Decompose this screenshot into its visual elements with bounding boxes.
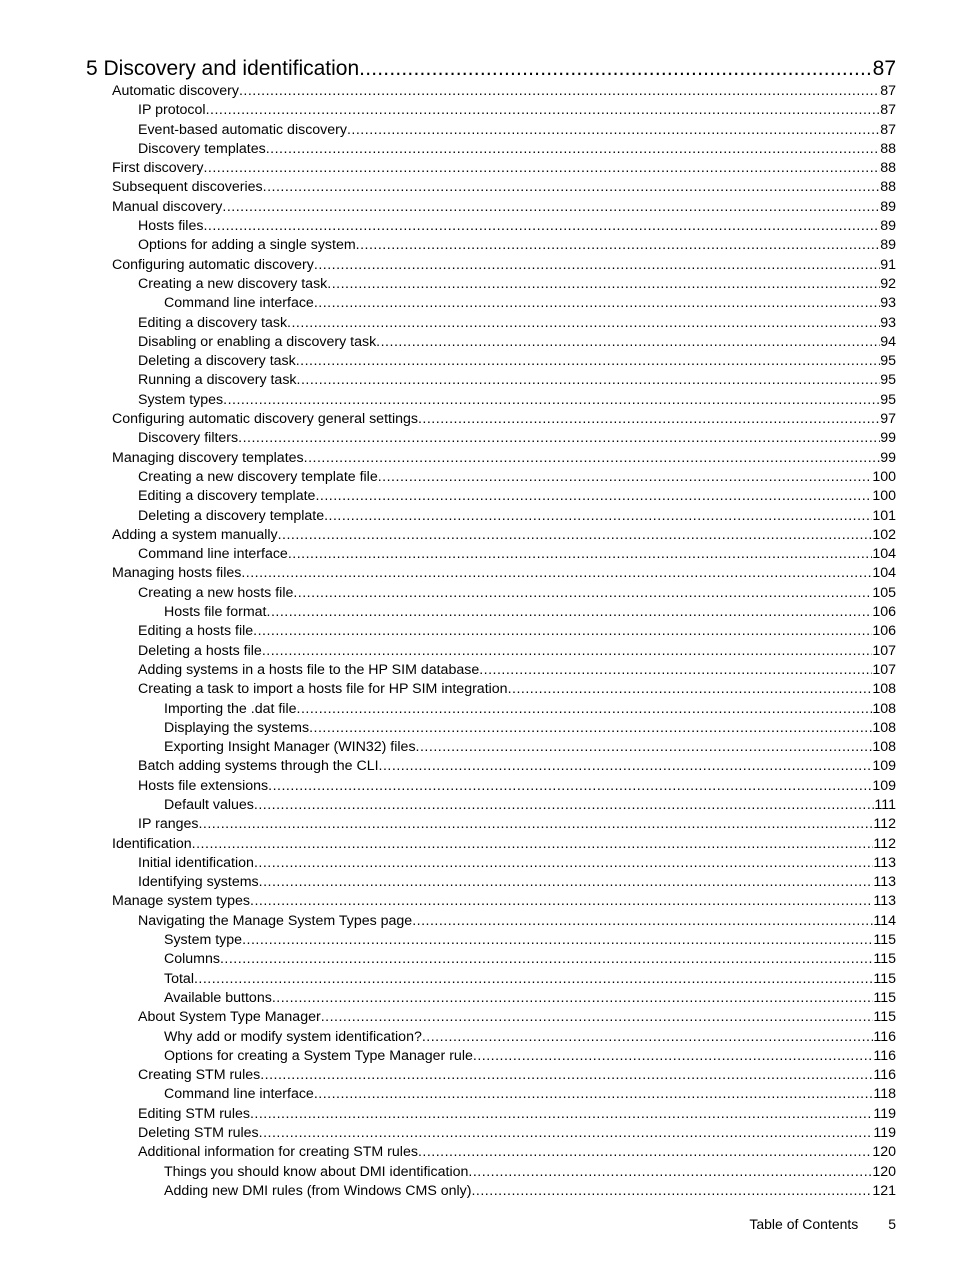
dot-leader: [471, 1182, 872, 1201]
toc-entry-page-number: 100: [872, 468, 896, 485]
toc-entry-page-number: 107: [872, 661, 896, 678]
dot-leader: [376, 333, 880, 352]
toc-entry-title: Why add or modify system identification?: [164, 1028, 422, 1045]
toc-entry-title: Available buttons: [164, 989, 272, 1006]
dot-leader: [278, 526, 873, 545]
toc-entry-title: Initial identification: [138, 854, 254, 871]
toc-entry-page-number: 92: [880, 275, 896, 292]
dot-leader: [222, 198, 880, 217]
toc-entry-page-number: 102: [872, 526, 896, 543]
dot-leader: [479, 661, 872, 680]
toc-entry-page-number: 115: [873, 951, 896, 968]
toc-entry[interactable]: [86, 584, 896, 603]
dot-leader: [287, 314, 880, 333]
toc-entry[interactable]: [86, 700, 896, 719]
toc-entry[interactable]: [86, 1066, 896, 1085]
toc-entry-page-number: 105: [872, 584, 896, 601]
toc-entry-title: Command line interface: [164, 1086, 314, 1103]
dot-leader: [416, 738, 873, 757]
dot-leader: [324, 507, 872, 526]
toc-entry-title: Configuring automatic discovery: [112, 256, 314, 273]
toc-entry[interactable]: [86, 1143, 896, 1162]
toc-entry-title: Hosts file format: [164, 604, 267, 621]
toc-entry-page-number: 121: [872, 1182, 896, 1199]
toc-entry-title: Command line interface: [164, 295, 314, 312]
dot-leader: [347, 121, 880, 140]
toc-entry[interactable]: [86, 873, 896, 892]
dot-leader: [253, 622, 872, 641]
toc-entry[interactable]: [86, 275, 896, 294]
toc-entry-page-number: 116: [873, 1047, 896, 1064]
toc-entry-page-number: 93: [880, 295, 896, 312]
toc-entry-page-number: 99: [880, 449, 896, 466]
toc-entry-page-number: 118: [873, 1086, 896, 1103]
toc-entries: [86, 82, 896, 1201]
dot-leader: [297, 700, 873, 719]
dot-leader: [254, 796, 875, 815]
toc-entry-title: Editing STM rules: [138, 1105, 250, 1122]
toc-entry-page-number: 88: [880, 140, 896, 157]
toc-entry[interactable]: [86, 854, 896, 873]
toc-entry-page-number: 94: [880, 333, 896, 350]
toc-entry-page-number: 88: [880, 160, 896, 177]
toc-entry[interactable]: [86, 101, 896, 120]
dot-leader: [418, 410, 880, 429]
toc-entry-page-number: 120: [872, 1163, 896, 1180]
toc-entry-page-number: 115: [873, 989, 896, 1006]
toc-entry[interactable]: [86, 1105, 896, 1124]
dot-leader: [260, 1066, 873, 1085]
table-of-contents: [86, 56, 896, 1201]
dot-leader: [378, 468, 873, 487]
toc-entry-title: System types: [138, 391, 224, 408]
toc-entry-page-number: 112: [873, 835, 896, 852]
toc-entry-page-number: 113: [873, 893, 896, 910]
toc-entry-page-number: 104: [872, 565, 896, 582]
toc-entry[interactable]: [86, 989, 896, 1008]
dot-leader: [198, 815, 873, 834]
toc-entry[interactable]: [86, 564, 896, 583]
toc-entry[interactable]: [86, 468, 896, 487]
toc-entry-page-number: 87: [880, 83, 896, 99]
toc-entry[interactable]: [86, 449, 896, 468]
toc-entry-title: Deleting a hosts file: [138, 642, 262, 659]
dot-leader: [296, 352, 881, 371]
toc-entry-title: Configuring automatic discovery general settings: [112, 411, 418, 428]
toc-entry-page-number: 116: [873, 1028, 896, 1045]
toc-entry[interactable]: [86, 371, 896, 390]
toc-entry-title: Managing discovery templates: [112, 449, 304, 466]
toc-entry-page-number: 112: [873, 816, 896, 833]
toc-entry-page-number: 108: [872, 700, 896, 717]
toc-entry-title: Creating a new discovery template file: [138, 468, 378, 485]
chapter-heading[interactable]: [86, 56, 896, 82]
toc-entry-title: Batch adding systems through the CLI: [138, 758, 379, 775]
toc-entry-page-number: 87: [880, 121, 896, 138]
footer-label: Table of Contents: [749, 1216, 859, 1232]
dot-leader: [259, 1124, 874, 1143]
toc-entry-page-number: 113: [873, 854, 896, 871]
toc-entry-page-number: 108: [872, 739, 896, 756]
toc-entry[interactable]: [86, 796, 896, 815]
toc-entry-page-number: 87: [880, 102, 896, 119]
dot-leader: [259, 873, 874, 892]
dot-leader: [356, 236, 881, 255]
toc-entry[interactable]: [86, 352, 896, 371]
toc-entry[interactable]: [86, 1085, 896, 1104]
toc-entry[interactable]: [86, 429, 896, 448]
toc-entry-title: Options for adding a single system: [138, 237, 356, 254]
dot-leader: [250, 1105, 873, 1124]
dot-leader: [309, 719, 872, 738]
toc-entry[interactable]: [86, 719, 896, 738]
toc-entry[interactable]: [86, 256, 896, 275]
toc-entry-page-number: 119: [873, 1125, 896, 1142]
toc-entry-title: Discovery templates: [138, 140, 266, 157]
dot-leader: [268, 777, 872, 796]
dot-leader: [239, 82, 880, 101]
toc-entry-title: Automatic discovery: [112, 83, 239, 99]
dot-leader: [468, 1163, 872, 1182]
toc-entry[interactable]: [86, 622, 896, 641]
toc-entry[interactable]: [86, 236, 896, 255]
toc-entry-title: Creating a task to import a hosts file for HP SIM integration: [138, 681, 508, 698]
footer-page-number: 5: [888, 1216, 896, 1232]
toc-entry-page-number: 106: [872, 604, 896, 621]
toc-entry-title: Importing the .dat file: [164, 700, 297, 717]
toc-entry-title: Editing a discovery template: [138, 488, 316, 505]
toc-entry-page-number: 108: [872, 719, 896, 736]
toc-entry-title: Creating a new discovery task: [138, 275, 328, 292]
toc-entry-title: Things you should know about DMI identification: [164, 1163, 469, 1180]
toc-entry[interactable]: [86, 178, 896, 197]
dot-leader: [321, 1008, 874, 1027]
dot-leader: [250, 892, 873, 911]
toc-entry[interactable]: [86, 970, 896, 989]
toc-entry[interactable]: [86, 217, 896, 236]
toc-entry[interactable]: [86, 950, 896, 969]
toc-entry[interactable]: [86, 410, 896, 429]
toc-entry-page-number: 95: [880, 353, 896, 370]
dot-leader: [263, 178, 881, 197]
dot-leader: [241, 564, 872, 583]
toc-entry[interactable]: [86, 642, 896, 661]
toc-entry-title: Options for creating a System Type Manager rule: [164, 1047, 473, 1064]
toc-entry[interactable]: [86, 815, 896, 834]
toc-entry-page-number: 108: [872, 681, 896, 698]
chapter-page-number: 87: [872, 57, 896, 80]
toc-entry-title: Navigating the Manage System Types page: [138, 912, 413, 929]
toc-entry-page-number: 114: [873, 912, 896, 929]
toc-entry-title: Adding new DMI rules (from Windows CMS only): [164, 1182, 472, 1199]
toc-entry[interactable]: [86, 835, 896, 854]
toc-entry[interactable]: [86, 1047, 896, 1066]
dot-leader: [272, 989, 874, 1008]
toc-entry-page-number: 106: [872, 623, 896, 640]
toc-entry-title: Creating STM rules: [138, 1067, 261, 1084]
dot-leader: [267, 603, 873, 622]
dot-leader: [327, 275, 880, 294]
toc-entry-title: Columns: [164, 951, 220, 968]
toc-entry[interactable]: [86, 892, 896, 911]
toc-entry-page-number: 88: [880, 179, 896, 196]
toc-entry[interactable]: [86, 661, 896, 680]
toc-entry-title: Displaying the systems: [164, 719, 310, 736]
toc-entry-page-number: 89: [880, 198, 896, 215]
toc-entry[interactable]: [86, 757, 896, 776]
toc-entry-page-number: 109: [872, 777, 896, 794]
dot-leader: [422, 1028, 874, 1047]
dot-leader: [206, 101, 881, 120]
dot-leader: [297, 371, 881, 390]
toc-entry[interactable]: [86, 314, 896, 333]
toc-entry-page-number: 116: [873, 1067, 896, 1084]
toc-entry[interactable]: [86, 294, 896, 313]
toc-entry-page-number: 107: [872, 642, 896, 659]
toc-entry[interactable]: [86, 82, 896, 101]
toc-entry-title: Adding a system manually: [112, 526, 278, 543]
toc-entry-title: Deleting a discovery template: [138, 507, 325, 524]
toc-entry-title: Creating a new hosts file: [138, 584, 294, 601]
dot-leader: [194, 970, 873, 989]
toc-entry[interactable]: [86, 487, 896, 506]
toc-entry-page-number: 113: [873, 874, 896, 891]
dot-leader: [203, 217, 880, 236]
toc-entry[interactable]: [86, 1124, 896, 1143]
dot-leader: [293, 584, 872, 603]
toc-entry-title: Additional information for creating STM rules: [138, 1144, 418, 1161]
dot-leader: [314, 1085, 874, 1104]
toc-entry[interactable]: [86, 738, 896, 757]
dot-leader: [508, 680, 873, 699]
toc-entry-title: First discovery: [112, 160, 204, 177]
toc-entry-title: Editing a hosts file: [138, 623, 254, 640]
toc-entry[interactable]: [86, 198, 896, 217]
toc-entry[interactable]: [86, 603, 896, 622]
toc-entry-title: Identification: [112, 835, 192, 852]
toc-entry-page-number: 91: [880, 256, 896, 273]
toc-entry[interactable]: [86, 391, 896, 410]
dot-leader: [473, 1047, 874, 1066]
dot-leader: [288, 545, 873, 564]
toc-entry-page-number: 115: [873, 1009, 896, 1026]
toc-entry[interactable]: [86, 680, 896, 699]
toc-entry-title: System type: [164, 932, 243, 949]
toc-entry[interactable]: [86, 1008, 896, 1027]
dot-leader: [266, 140, 880, 159]
toc-entry-title: Discovery filters: [138, 430, 239, 447]
dot-leader: [304, 449, 881, 468]
toc-entry[interactable]: [86, 777, 896, 796]
toc-entry-page-number: 89: [880, 237, 896, 254]
dot-leader: [262, 642, 873, 661]
toc-entry-title: Default values: [164, 796, 254, 813]
toc-entry-page-number: 120: [872, 1144, 896, 1161]
toc-entry[interactable]: [86, 912, 896, 931]
toc-entry[interactable]: [86, 1182, 896, 1201]
dot-leader: [418, 1143, 872, 1162]
toc-entry[interactable]: [86, 526, 896, 545]
toc-entry[interactable]: [86, 545, 896, 564]
dot-leader: [314, 294, 880, 313]
dot-leader: [223, 391, 880, 410]
toc-entry-page-number: 89: [880, 218, 896, 235]
toc-entry-page-number: 100: [872, 488, 896, 505]
toc-entry-page-number: 99: [880, 430, 896, 447]
toc-entry-page-number: 115: [873, 970, 896, 987]
toc-entry-title: Exporting Insight Manager (WIN32) files: [164, 739, 416, 756]
toc-entry-page-number: 95: [880, 391, 896, 408]
toc-entry-page-number: 111: [874, 796, 896, 813]
toc-entry-page-number: 93: [880, 314, 896, 331]
toc-entry-page-number: 115: [873, 932, 896, 949]
toc-entry-page-number: 97: [880, 411, 896, 428]
toc-entry[interactable]: [86, 1163, 896, 1182]
toc-entry-title: Command line interface: [138, 546, 288, 563]
dot-leader: [220, 950, 873, 969]
dot-leader: [238, 429, 880, 448]
toc-entry[interactable]: [86, 140, 896, 159]
toc-entry-page-number: 109: [872, 758, 896, 775]
toc-entry-title: Running a discovery task: [138, 372, 297, 389]
page-footer: [749, 1216, 896, 1232]
dot-leader: [359, 56, 872, 82]
toc-entry-title: Managing hosts files: [112, 565, 242, 582]
toc-entry-page-number: 119: [873, 1105, 896, 1122]
toc-entry-title: Manage system types: [112, 893, 250, 910]
toc-entry-title: Editing a discovery task: [138, 314, 288, 331]
toc-entry-title: Hosts files: [138, 218, 204, 235]
toc-entry[interactable]: [86, 333, 896, 352]
toc-entry-title: Subsequent discoveries: [112, 179, 263, 196]
dot-leader: [254, 854, 873, 873]
toc-entry-title: IP protocol: [138, 102, 206, 119]
dot-leader: [412, 912, 873, 931]
dot-leader: [314, 256, 880, 275]
dot-leader: [315, 487, 872, 506]
dot-leader: [203, 159, 880, 178]
toc-entry-title: Total: [164, 970, 194, 987]
toc-entry-title: IP ranges: [138, 816, 199, 833]
toc-entry-title: Adding systems in a hosts file to the HP SIM database: [138, 661, 480, 678]
toc-entry[interactable]: [86, 931, 896, 950]
toc-entry-title: Event-based automatic discovery: [138, 121, 347, 138]
toc-entry-title: Manual discovery: [112, 198, 223, 215]
toc-entry[interactable]: [86, 121, 896, 140]
toc-entry-title: Deleting STM rules: [138, 1125, 259, 1142]
toc-entry-page-number: 104: [872, 546, 896, 563]
toc-entry-page-number: 101: [872, 507, 896, 524]
toc-entry-title: About System Type Manager: [138, 1009, 321, 1026]
toc-entry[interactable]: [86, 159, 896, 178]
toc-entry[interactable]: [86, 1028, 896, 1047]
toc-entry[interactable]: [86, 507, 896, 526]
toc-entry-page-number: 95: [880, 372, 896, 389]
toc-entry-title: Disabling or enabling a discovery task: [138, 333, 377, 350]
dot-leader: [379, 757, 873, 776]
toc-entry-title: Deleting a discovery task: [138, 353, 296, 370]
chapter-title: 5 Discovery and identification: [86, 57, 360, 80]
toc-entry-title: Hosts file extensions: [138, 777, 269, 794]
dot-leader: [192, 835, 874, 854]
toc-entry-title: Identifying systems: [138, 874, 259, 891]
dot-leader: [242, 931, 873, 950]
